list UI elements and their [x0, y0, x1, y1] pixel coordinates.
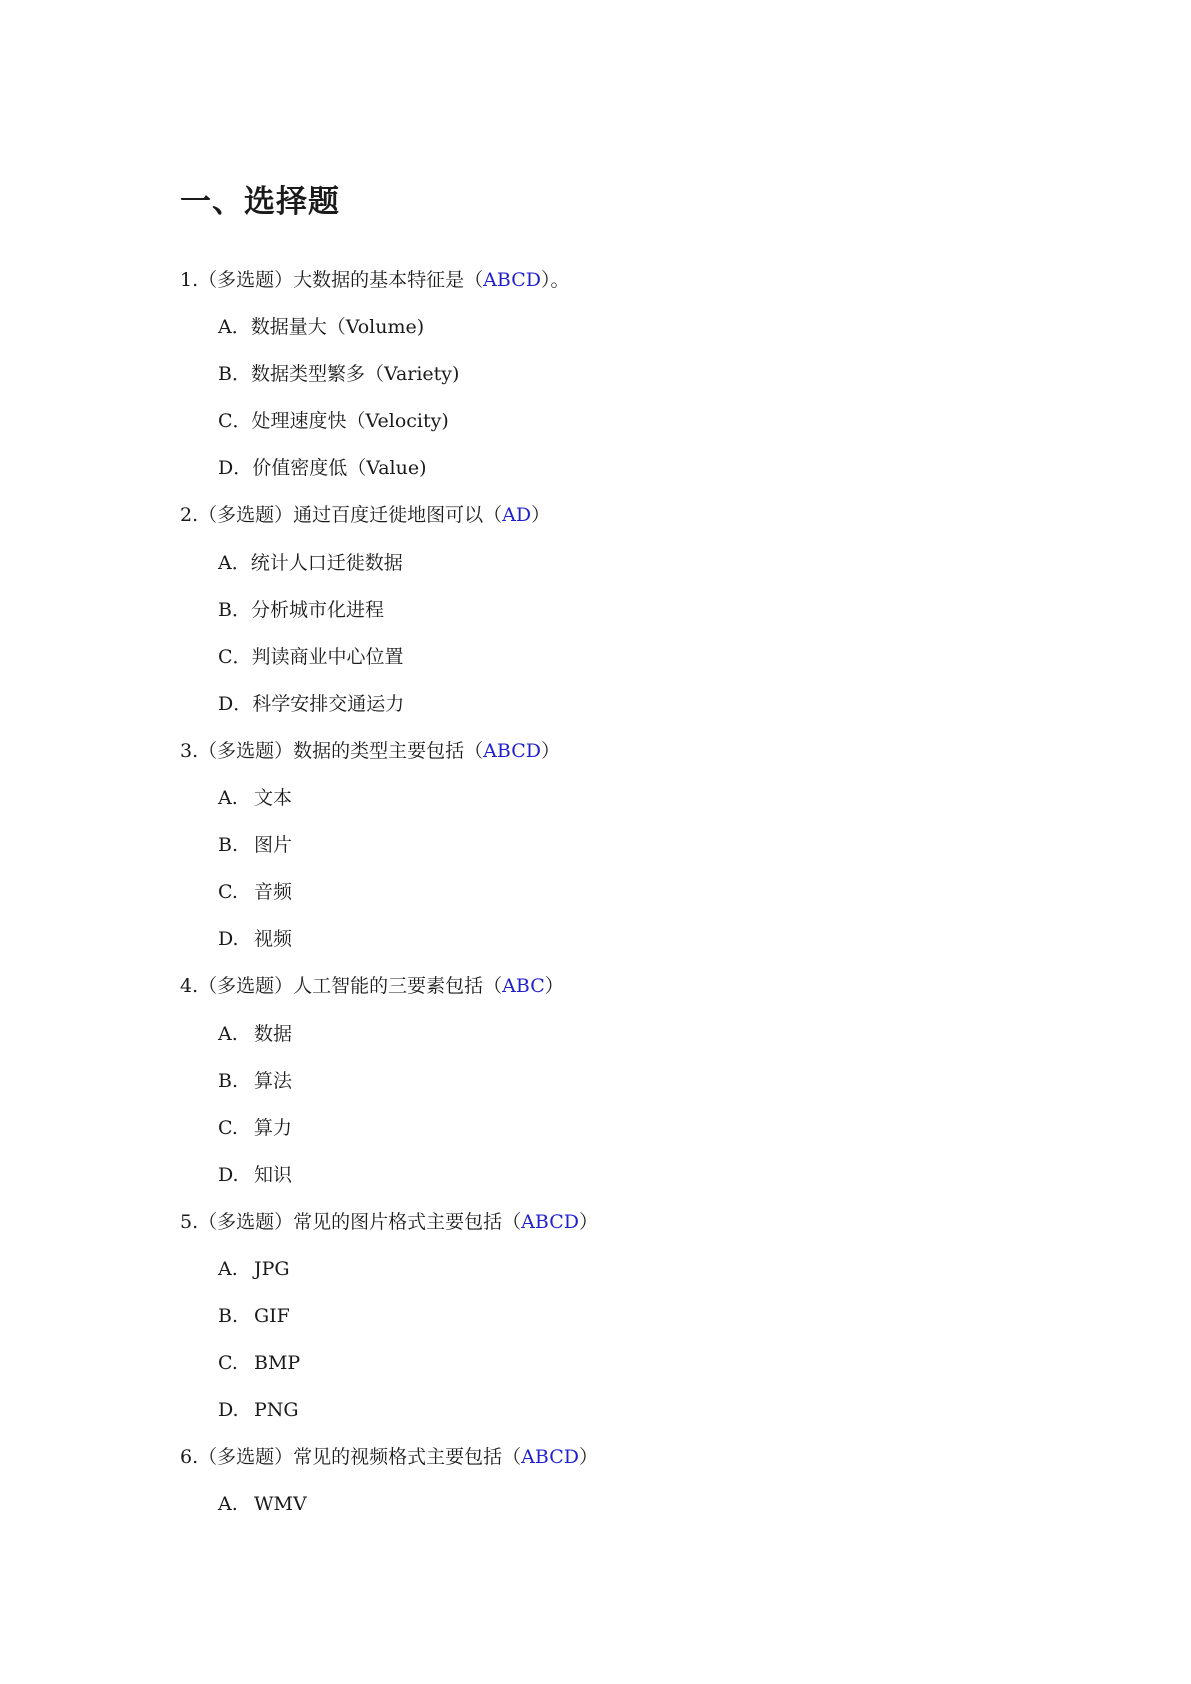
answer-key: ABCD	[521, 1446, 579, 1469]
answer-key: ABCD	[521, 1210, 579, 1233]
option-letter: D.	[218, 1399, 239, 1422]
page-title: 一、选择题	[180, 184, 340, 220]
option-4b	[180, 1066, 1080, 1113]
option-6a	[180, 1489, 1080, 1536]
option-letter: B．	[218, 598, 251, 621]
option-1a	[180, 312, 1080, 359]
option-letter: C.	[218, 1116, 238, 1139]
option-letter: A．	[218, 316, 251, 339]
question-stem: （多选题）常见的图片格式主要包括（	[198, 1210, 522, 1233]
option-3a	[180, 783, 1080, 830]
option-1c	[180, 406, 1080, 453]
option-text: 统计人口迁徙数据	[250, 551, 403, 574]
option-letter: C．	[218, 410, 252, 433]
question-stem: （多选题）数据的类型主要包括（	[198, 739, 484, 762]
question-2	[180, 500, 1080, 547]
question-tail: ）	[578, 1210, 598, 1233]
question-stem: （多选题）人工智能的三要素包括（	[198, 975, 503, 998]
option-text: PNG	[254, 1399, 299, 1422]
option-letter: D.	[218, 928, 239, 951]
option-letter: B.	[218, 834, 239, 857]
option-4d	[180, 1160, 1080, 1207]
option-text: 音频	[254, 881, 293, 904]
option-2a	[180, 548, 1080, 595]
answer-key: ABC	[502, 975, 545, 998]
option-text: 图片	[254, 834, 293, 857]
question-number: 1.	[180, 269, 199, 291]
option-text: JPG	[254, 1257, 290, 1280]
option-text: 算法	[254, 1069, 293, 1092]
option-text: 数据类型繁多（Variety)	[250, 363, 460, 386]
option-letter: B．	[218, 363, 251, 386]
question-number: 5.	[180, 1210, 199, 1233]
option-3b	[180, 830, 1080, 877]
option-letter: D.	[218, 1163, 239, 1186]
question-3	[180, 736, 1080, 783]
question-list	[180, 265, 1080, 1537]
option-5d	[180, 1395, 1080, 1442]
option-2c	[180, 642, 1080, 689]
option-letter: A．	[218, 551, 251, 574]
option-text: BMP	[254, 1352, 301, 1375]
question-number: 3.	[180, 739, 199, 762]
option-text: 数据量大（Volume)	[250, 316, 425, 339]
option-letter: B.	[218, 1069, 239, 1092]
question-tail: ）	[544, 975, 564, 998]
question-number: 6.	[180, 1446, 199, 1469]
question-number: 4.	[180, 975, 199, 998]
question-stem: （多选题）常见的视频格式主要包括（	[198, 1446, 522, 1469]
option-1b	[180, 359, 1080, 406]
option-3c	[180, 877, 1080, 924]
question-tail: ）。	[540, 269, 570, 291]
question-6	[180, 1442, 1080, 1489]
option-text: GIF	[254, 1305, 290, 1328]
question-number: 2.	[180, 504, 199, 527]
question-stem: （多选题）通过百度迁徙地图可以（	[198, 504, 503, 527]
option-letter: A.	[218, 1493, 238, 1516]
question-5	[180, 1207, 1080, 1254]
option-text: 科学安排交通运力	[252, 692, 405, 715]
option-text: 分析城市化进程	[250, 598, 384, 621]
option-text: WMV	[254, 1493, 307, 1516]
option-letter: A.	[218, 1022, 238, 1045]
option-letter: C．	[218, 645, 252, 668]
option-text: 算力	[254, 1116, 293, 1139]
option-text: 文本	[254, 787, 293, 810]
option-text: 知识	[254, 1163, 293, 1186]
option-2d	[180, 689, 1080, 736]
option-letter: B.	[218, 1305, 239, 1328]
option-letter: C.	[218, 881, 238, 904]
option-letter: A.	[218, 1257, 238, 1280]
option-1d	[180, 453, 1080, 500]
option-4a	[180, 1019, 1080, 1066]
option-letter: C.	[218, 1352, 238, 1375]
question-stem: （多选题）大数据的基本特征是（	[198, 269, 484, 291]
question-1	[180, 265, 1080, 312]
option-5b	[180, 1301, 1080, 1348]
option-letter: D．	[218, 457, 253, 480]
option-2b	[180, 595, 1080, 642]
option-text: 处理速度快（Velocity)	[251, 410, 449, 433]
option-text: 数据	[254, 1022, 293, 1045]
option-text: 视频	[254, 928, 293, 951]
option-text: 判读商业中心位置	[251, 645, 404, 668]
option-4c	[180, 1113, 1080, 1160]
option-text: 价值密度低（Value)	[252, 457, 427, 480]
option-5a	[180, 1254, 1080, 1301]
option-letter: A.	[218, 787, 238, 810]
question-tail: ）	[578, 1446, 598, 1469]
option-letter: D．	[218, 692, 253, 715]
question-tail: ）	[531, 504, 551, 527]
answer-key: AD	[502, 504, 532, 527]
answer-key: ABCD	[483, 739, 541, 762]
option-5c	[180, 1348, 1080, 1395]
option-3d	[180, 924, 1080, 971]
question-4	[180, 971, 1080, 1018]
answer-key: ABCD	[483, 269, 541, 291]
question-tail: ）	[540, 739, 560, 762]
